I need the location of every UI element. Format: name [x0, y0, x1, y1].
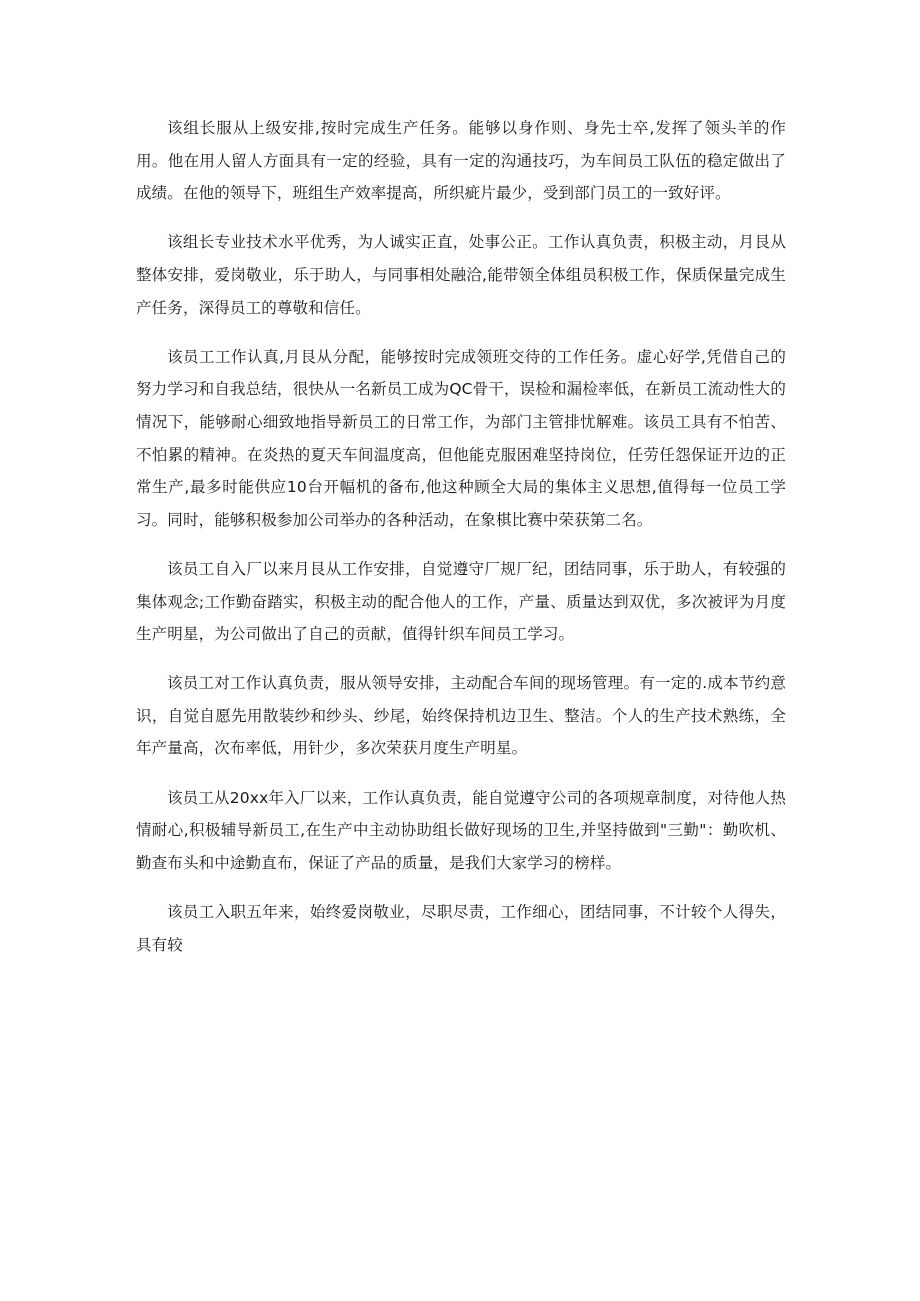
- paragraph-5: 该员工对工作认真负责，服从领导安排，主动配合车间的现场管理。有一定的.成本节约意识，自觉自愿先用散装纱和纱头、纱尾，始终保持机边卫生、整洁。个人的生产技术熟练，全年产量高，次布率低，用针少，多次荣获月度生产明星。: [136, 674, 786, 758]
- paragraph-3: 该员工工作认真,月艮从分配，能够按时完成领班交待的工作任务。虚心好学,凭借自己的努力学习和自我总结，很快从一名新员工成为QC骨干，误检和漏检率低，在新员工流动性大的情况下，能够耐心细致地指导新员工的日常工作，为部门主管排忧解难。该员工具有不怕苦、不怕累的精神。在炎热的夏天车间温度高，但他能克服困难坚持岗位，任劳任怨保证开边的正常生产,最多时能供应10台开幅机的备布,他这种顾全大局的集体主义思想,值得每一位员工学习。同时，能够积极参加公司举办的各种活动，在象棋比赛中荣获第二名。: [136, 347, 786, 529]
- document-body: [136, 112, 786, 978]
- paragraph-6: 该员工从20xx年入厂以来，工作认真负责，能自觉遵守公司的各项规章制度，对待他人热情耐心,积极辅导新员工,在生产中主动协助组长做好现场的卫生,并坚持做到"三勤"：勤吹机、勤查布头和中途勤直布，保证了产品的质量，是我们大家学习的榜样。: [136, 788, 786, 872]
- paragraph-1: 该组长服从上级安排,按时完成生产任务。能够以身作则、身先士卒,发挥了领头羊的作用。他在用人留人方面具有一定的经验，具有一定的沟通技巧，为车间员工队伍的稳定做出了成绩。在他的领导下，班组生产效率提高，所织疵片最少，受到部门员工的一致好评。: [136, 119, 786, 203]
- paragraph-4: 该员工自入厂以来月艮从工作安排，自觉遵守厂规厂纪，团结同事，乐于助人，有较强的集体观念;工作勤奋踏实，积极主动的配合他人的工作，产量、质量达到双优，多次被评为月度生产明星，为公司做出了自己的贡献，值得针织车间员工学习。: [136, 559, 786, 644]
- paragraph-7: 该员工入职五年来，始终爱岗敬业，尽职尽责，工作细心，团结同事，不计较个人得失，具有较: [136, 903, 786, 954]
- paragraph-2: 该组长专业技术水平优秀，为人诚实正直，处事公正。工作认真负责，积极主动，月艮从整体安排，爱岗敬业，乐于助人，与同事相处融洽,能带领全体组员积极工作，保质保量完成生产任务，深得员工的尊敬和信任。: [136, 233, 786, 317]
